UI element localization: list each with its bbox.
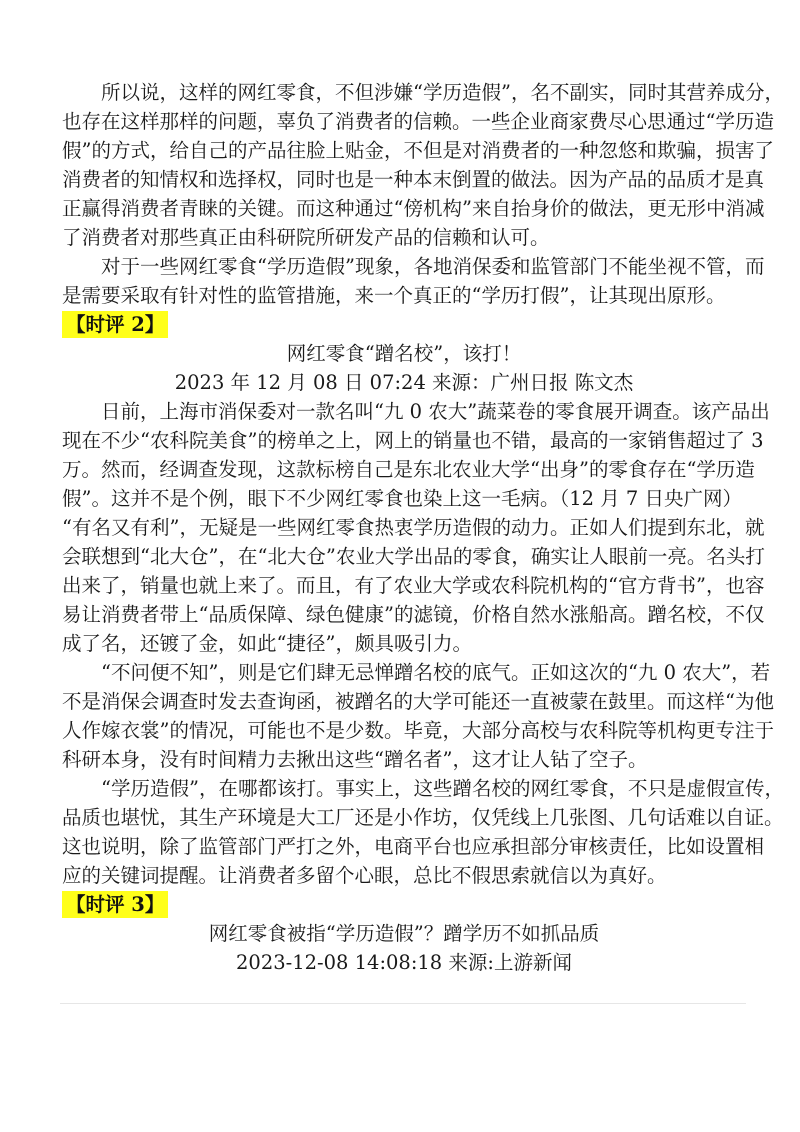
paragraph-line: 消费者的知情权和选择权，同时也是一种本末倒置的做法。因为产品的品质才是真 xyxy=(62,168,765,191)
paragraph-line: 现在不少“农科院美食”的榜单之上，网上的销量也不错，最高的一家销售超过了 3 xyxy=(62,429,764,452)
paragraph-line: 对于一些网红零食“学历造假”现象，各地消保委和监管部门不能坐视不管，而 xyxy=(101,255,765,278)
paragraph xyxy=(62,78,784,252)
section-3-tag-row xyxy=(62,890,746,919)
paragraph-line: “不问便不知”，则是它们肆无忌惮蹭名校的底气。正如这次的“九 0 农大”，若 xyxy=(101,661,771,684)
paragraph-line: 假”。这并不是个例，眼下不少网红零食也染上这一毛病。（12 月 7 日央广网） xyxy=(62,487,743,510)
paragraph-line: 了消费者对那些真正由科研院所研发产品的信赖和认可。 xyxy=(62,226,550,249)
paragraph-line: 是需要采取有针对性的监管措施，来一个真正的“学历打假”，让其现出原形。 xyxy=(62,284,726,307)
paragraph-line: 易让消费者带上“品质保障、绿色健康”的滤镜，价格自然水涨船高。蹭名校，不仅 xyxy=(62,603,765,626)
paragraph-line: 出来了，销量也就上来了。而且，有了农业大学或农科院机构的“官方背书”，也容 xyxy=(62,574,765,597)
paragraph xyxy=(62,397,770,513)
paragraph-line: 会联想到“北大仓”，在“北大仓”农业大学出品的零食，确实让人眼前一亮。名头打 xyxy=(62,545,765,568)
paragraph-line: 万。然而，经调查发现，这款标榜自己是东北农业大学“出身”的零食存在“学历造 xyxy=(62,458,755,481)
paragraph-line: 不是消保会调查时发去查询函，被蹭名的大学可能还一直被蒙在鼓里。而这样“为他 xyxy=(62,690,774,713)
paragraph xyxy=(62,774,784,890)
page-divider xyxy=(60,1003,746,1004)
section-2-meta: 2023 年 12 月 08 日 07:24 来源：广州日报 陈文杰 xyxy=(174,371,634,394)
paragraph-line: 应的关键词提醒。让消费者多留个心眼，总比不假思索就信以为真好。 xyxy=(62,864,667,887)
section-2-title: 网红零食“蹭名校”，该打！ xyxy=(286,342,522,365)
paragraph-line: 假”的方式，给自己的产品往脸上贴金，不但是对消费者的一种忽悠和欺骗，损害了 xyxy=(62,139,774,162)
section-2-tag: 【时评 2】 xyxy=(62,311,168,338)
paragraph-line: 这也说明，除了监管部门严打之外，电商平台也应承担部分审核责任，比如设置相 xyxy=(62,835,765,858)
paragraph-line: “学历造假”，在哪都该打。事实上，这些蹭名校的网红零食，不只是虚假宣传， xyxy=(101,777,784,800)
paragraph-line: 人作嫁衣裳”的情况，可能也不是少数。毕竟，大部分高校与农科院等机构更专注于 xyxy=(62,719,774,742)
paragraph-line: “有名又有利”，无疑是一些网红零食热衷学历造假的动力。正如人们提到东北，就 xyxy=(62,516,765,539)
section-2-tag-row xyxy=(62,310,746,339)
paragraph xyxy=(62,658,774,774)
paragraph-line: 品质也堪忧，其生产环境是大工厂还是小作坊，仅凭线上几张图、几句话难以自证。 xyxy=(62,806,784,829)
paragraph xyxy=(62,513,765,658)
section-2-body xyxy=(62,397,784,890)
section-3-tag: 【时评 3】 xyxy=(62,891,168,918)
paragraph-line: 日前，上海市消保委对一款名叫“九 0 农大”蔬菜卷的零食展开调查。该产品出 xyxy=(101,400,770,423)
section-3-title: 网红零食被指“学历造假”？蹭学历不如抓品质 xyxy=(208,922,600,945)
document-page xyxy=(62,78,784,977)
paragraph xyxy=(62,252,765,310)
paragraph-line: 正赢得消费者青睐的关键。而这种通过“傍机构”来自抬身价的做法，更无形中消减 xyxy=(62,197,765,220)
paragraph-line: 成了名，还镀了金，如此“捷径”，颇具吸引力。 xyxy=(62,632,472,655)
paragraph-line: 所以说，这样的网红零食，不但涉嫌“学历造假”，名不副实，同时其营养成分， xyxy=(101,81,784,104)
paragraph-line: 科研本身，没有时间精力去揪出这些“蹭名者”，这才让人钻了空子。 xyxy=(62,748,648,771)
section-1-body xyxy=(62,78,784,310)
paragraph-line: 也存在这样那样的问题，辜负了消费者的信赖。一些企业商家费尽心思通过“学历造 xyxy=(62,110,774,133)
section-3-meta: 2023-12-08 14:08:18 来源:上游新闻 xyxy=(236,951,572,974)
